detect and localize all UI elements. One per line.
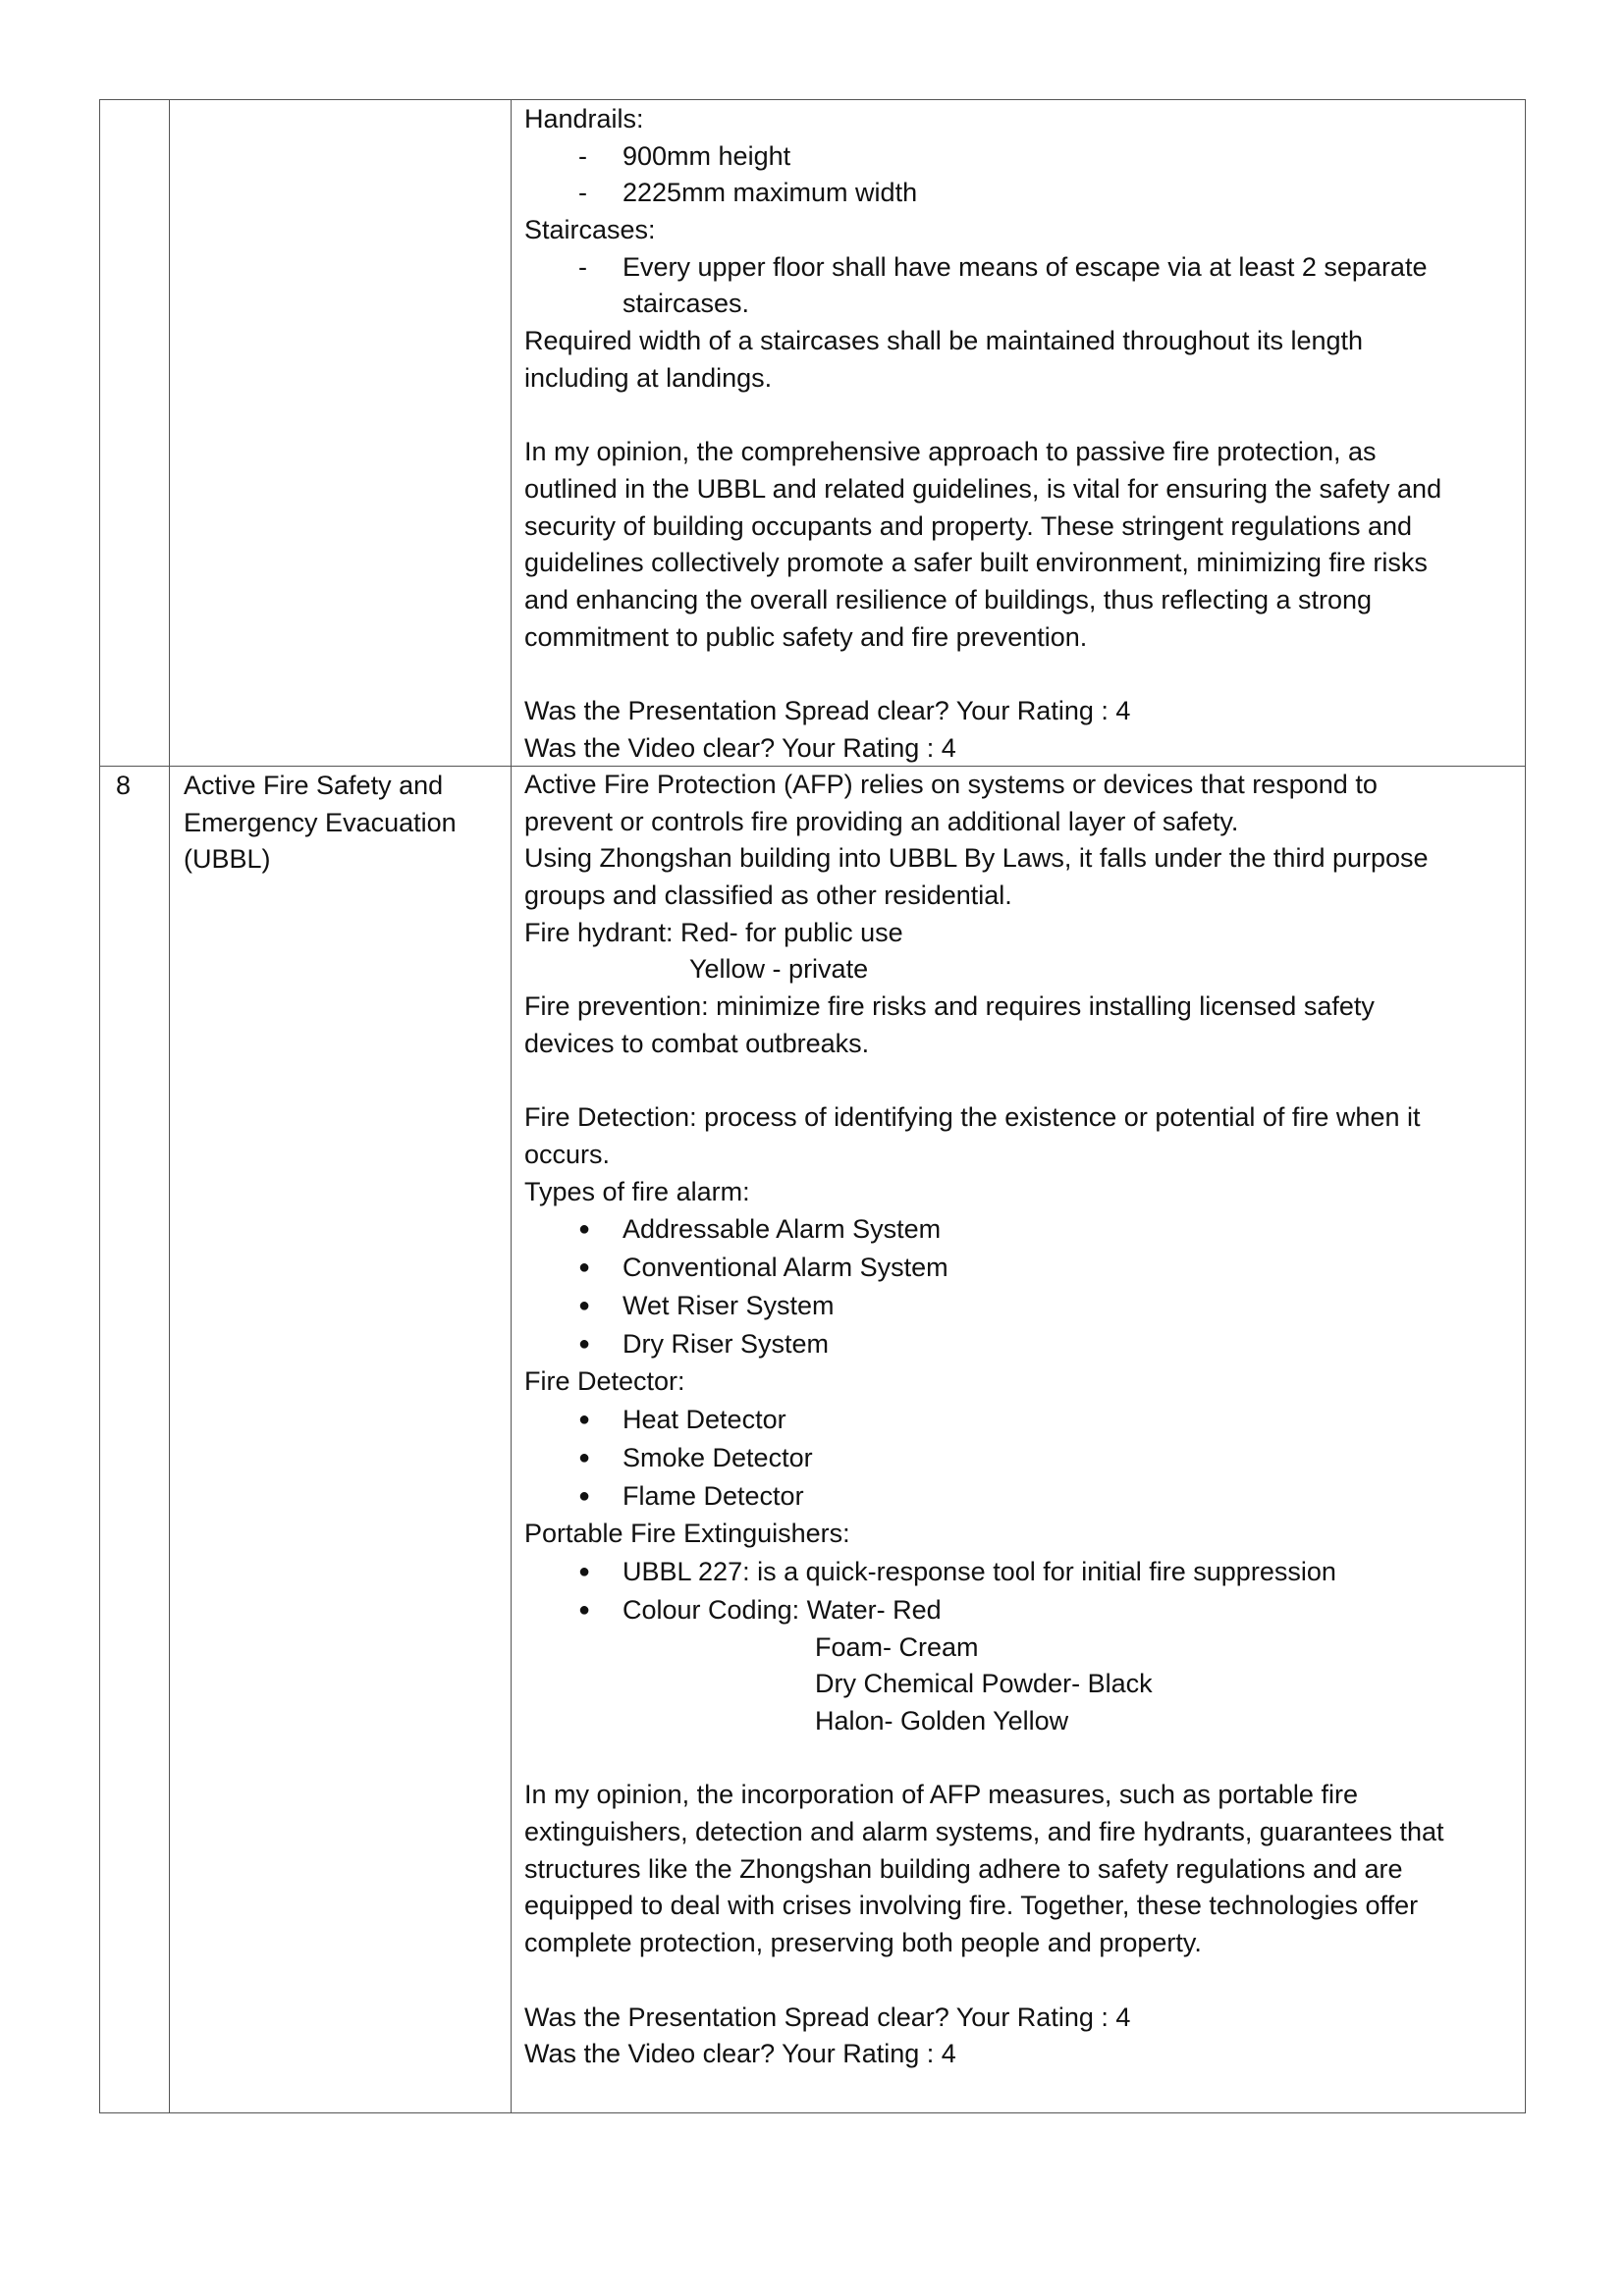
opinion-paragraph-line: outlined in the UBBL and related guidelines, is vital for ensuring the safety and — [524, 473, 1442, 504]
opinion-paragraph-line: and enhancing the overall resilience of buildings, thus reflecting a strong — [524, 584, 1373, 614]
opinion-paragraph-line: guidelines collectively promote a safer built environment, minimizing fire risks — [524, 548, 1428, 578]
staircases-heading: Staircases: — [524, 215, 656, 245]
opinion-paragraph-line: In my opinion, the incorporation of AFP measures, such as portable fire — [524, 1780, 1358, 1810]
list-item: - 2225mm maximum width — [524, 175, 1506, 212]
required-width-text: Required width of a staircases shall be maintained throughout its length — [524, 326, 1364, 356]
list-item: ● Smoke Detector — [524, 1439, 1506, 1477]
bullet-icon: ● — [578, 1598, 591, 1621]
list-item: - Every upper floor shall have means of escape via at least 2 separate — [524, 249, 1506, 287]
row-number: 8 — [116, 771, 132, 800]
hydrant-line: Yellow - private — [689, 954, 869, 985]
hydrant-line: Fire hydrant: Red- for public use — [524, 917, 903, 947]
intro-line: prevent or controls fire providing an additional layer of safety. — [524, 806, 1239, 836]
list-item: ● Colour Coding: Water- Red — [524, 1591, 1506, 1629]
handrails-heading: Handrails: — [524, 104, 644, 133]
evaluation-table — [99, 99, 1526, 2113]
column-divider-topic — [511, 100, 512, 2112]
row-topic: Active Fire Safety and Emergency Evacuation (UBBL) — [184, 771, 457, 875]
detector-heading: Fire Detector: — [524, 1366, 685, 1397]
bullet-icon: ● — [578, 1333, 591, 1356]
row-8-content — [524, 767, 1506, 2073]
video-rating: Was the Video clear? Your Rating : 4 — [524, 2039, 956, 2069]
list-item: ● Conventional Alarm System — [524, 1249, 1506, 1287]
opinion-paragraph-line: In my opinion, the comprehensive approach to passive fire protection, as — [524, 437, 1377, 467]
colour-code: Dry Chemical Powder- Black — [815, 1669, 1153, 1699]
prevention-line: Fire prevention: minimize fire risks and requires installing licensed safety — [524, 991, 1375, 1022]
row-7-content — [524, 101, 1506, 767]
colour-code: Foam- Cream — [815, 1631, 979, 1662]
opinion-paragraph-line: security of building occupants and property. These stringent regulations and — [524, 510, 1413, 541]
alarm-heading: Types of fire alarm: — [524, 1176, 750, 1206]
opinion-paragraph-line: extinguishers, detection and alarm systems, and fire hydrants, guarantees that — [524, 1817, 1444, 1847]
opinion-paragraph-line: equipped to deal with crises involving fire. Together, these technologies offer — [524, 1891, 1419, 1921]
bullet-icon: ● — [578, 1408, 591, 1430]
required-width-text: including at landings. — [524, 362, 773, 393]
column-divider-number — [169, 100, 170, 2112]
list-item: ● UBBL 227: is a quick-response tool for initial fire suppression — [524, 1553, 1506, 1591]
list-item: - 900mm height — [524, 138, 1506, 176]
list-item: ● Dry Riser System — [524, 1325, 1506, 1363]
bullet-icon: ● — [578, 1295, 591, 1317]
intro-line: Using Zhongshan building into UBBL By Laws, it falls under the third purpose — [524, 843, 1429, 874]
presentation-rating: Was the Presentation Spread clear? Your Rating : 4 — [524, 2002, 1131, 2032]
opinion-paragraph-line: complete protection, preserving both people and property. — [524, 1928, 1202, 1958]
detection-line: Fire Detection: process of identifying the existence or potential of fire when it — [524, 1102, 1421, 1133]
video-rating: Was the Video clear? Your Rating : 4 — [524, 732, 956, 763]
opinion-paragraph-line: commitment to public safety and fire prevention. — [524, 621, 1088, 652]
intro-line: groups and classified as other residential. — [524, 881, 1012, 911]
dash-icon: - — [578, 178, 587, 208]
list-item: ● Wet Riser System — [524, 1287, 1506, 1325]
bullet-icon: ● — [578, 1218, 591, 1241]
extinguisher-heading: Portable Fire Extinguishers: — [524, 1518, 850, 1548]
opinion-paragraph-line: structures like the Zhongshan building adhere to safety regulations and are — [524, 1853, 1403, 1884]
colour-code: Halon- Golden Yellow — [815, 1706, 1069, 1735]
bullet-icon: ● — [578, 1446, 591, 1468]
prevention-line: devices to combat outbreaks. — [524, 1028, 870, 1058]
dash-icon: - — [578, 140, 587, 171]
bullet-icon: ● — [578, 1484, 591, 1507]
bullet-icon: ● — [578, 1256, 591, 1279]
list-item-continuation: staircases. — [623, 289, 750, 319]
bullet-icon: ● — [578, 1560, 591, 1582]
dash-icon: - — [578, 251, 587, 282]
list-item: ● Flame Detector — [524, 1477, 1506, 1516]
intro-line: Active Fire Protection (AFP) relies on systems or devices that respond to — [524, 770, 1378, 799]
presentation-rating: Was the Presentation Spread clear? Your Rating : 4 — [524, 696, 1131, 725]
list-item: ● Heat Detector — [524, 1401, 1506, 1439]
detection-line: occurs. — [524, 1139, 611, 1169]
list-item: ● Addressable Alarm System — [524, 1210, 1506, 1249]
